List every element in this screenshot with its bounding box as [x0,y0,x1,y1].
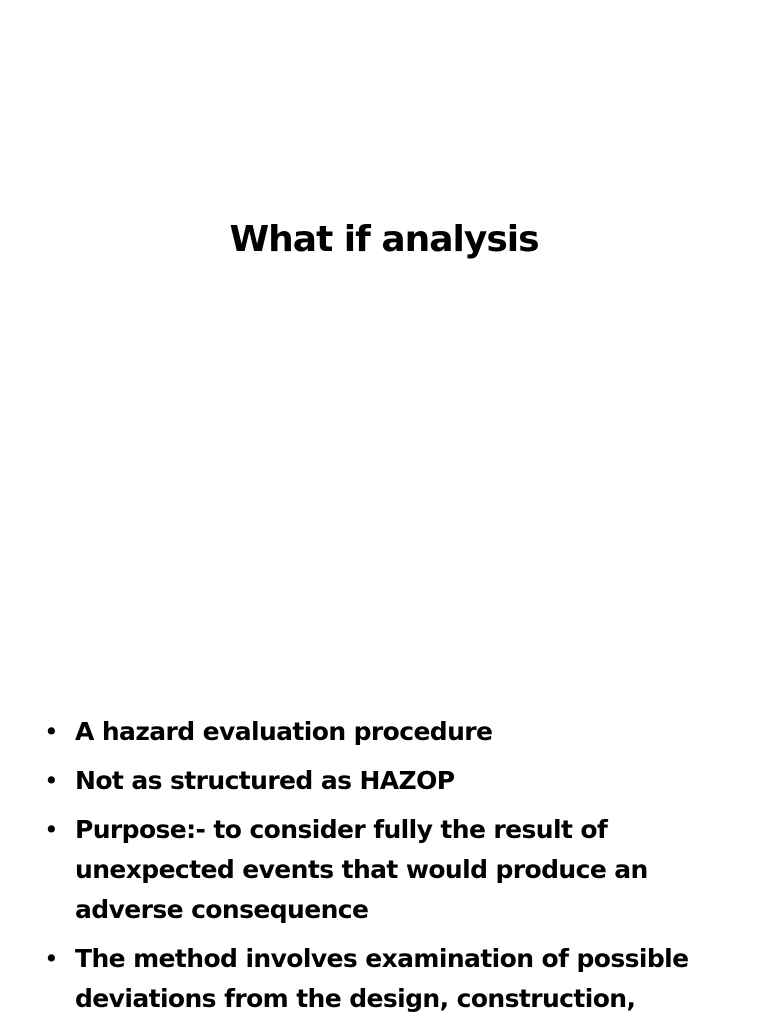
bullet-icon: • [44,766,59,795]
bullet-icon: • [44,944,59,973]
bullet-text: A hazard evaluation procedure [75,717,493,746]
bullet-item-not-structured [40,761,740,801]
bullet-item-method [40,939,740,1019]
slide-title: What if analysis [229,219,539,260]
bullet-text: Purpose:- to consider fully the result of unexpected events that would produce an adverse consequence [75,815,648,924]
bullet-icon: • [44,815,59,844]
bullet-item-hazard-evaluation [40,712,740,752]
bullet-item-purpose [40,810,740,930]
bullet-list [40,712,740,1024]
bullet-text: The method involves examination of possible deviations from the design, construction, [75,944,689,1013]
bullet-icon: • [44,717,59,746]
bullet-text: Not as structured as HAZOP [75,766,455,795]
